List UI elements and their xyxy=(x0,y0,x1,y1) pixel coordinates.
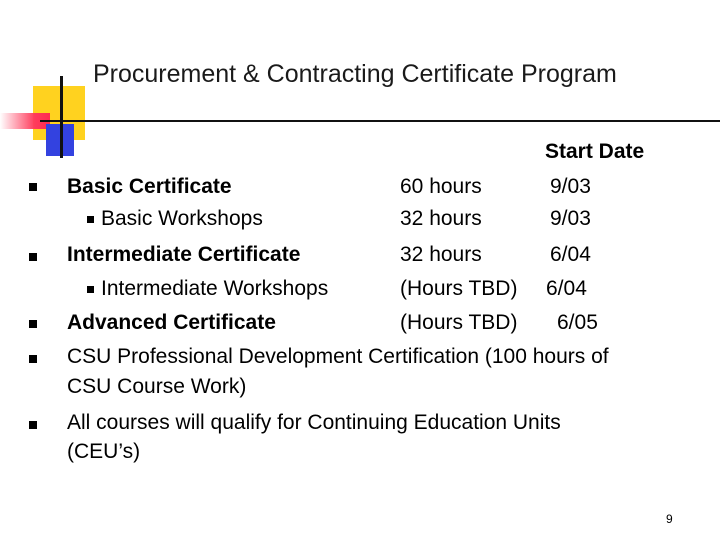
csu-text-line-1: CSU Professional Development Certification (100 hours of xyxy=(67,345,609,368)
row-hours: 32 hours xyxy=(400,243,482,266)
ceu-text-line-1: All courses will qualify for Continuing Education Units xyxy=(67,411,561,434)
row-hours: 32 hours xyxy=(400,207,482,230)
row-date: 9/03 xyxy=(550,175,591,198)
row-label: Basic Workshops xyxy=(101,207,263,230)
sub-bullet-icon xyxy=(87,216,94,223)
slide-title: Procurement & Contracting Certificate Program xyxy=(93,60,617,88)
bullet-icon xyxy=(29,421,37,429)
sub-bullet-icon xyxy=(87,286,94,293)
bullet-icon xyxy=(29,253,37,261)
row-label: Basic Certificate xyxy=(67,175,232,198)
row-date: 9/03 xyxy=(550,207,591,230)
ceu-text-line-2: (CEU’s) xyxy=(67,440,141,463)
row-label: Intermediate Workshops xyxy=(101,277,329,300)
bullet-icon xyxy=(29,183,37,191)
csu-text-line-2: CSU Course Work) xyxy=(67,375,247,398)
row-label: Advanced Certificate xyxy=(67,311,276,334)
row-hours: 60 hours xyxy=(400,175,482,198)
row-date: 6/04 xyxy=(546,277,587,300)
row-label: Intermediate Certificate xyxy=(67,243,301,266)
bullet-icon xyxy=(29,355,37,363)
page-number: 9 xyxy=(666,512,673,526)
row-date: 6/05 xyxy=(557,311,598,334)
row-hours: (Hours TBD) xyxy=(400,311,518,334)
start-date-header: Start Date xyxy=(545,140,645,163)
bullet-icon xyxy=(29,320,37,328)
row-hours: (Hours TBD) xyxy=(400,277,518,300)
row-date: 6/04 xyxy=(550,243,591,266)
